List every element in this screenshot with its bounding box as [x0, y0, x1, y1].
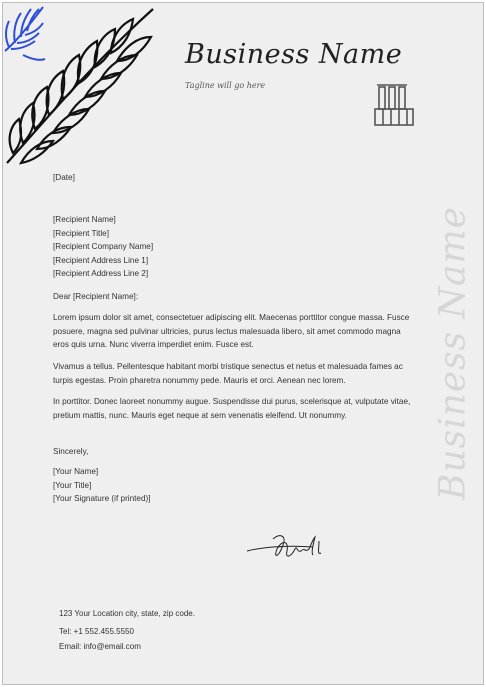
tagline: Tagline will go here: [185, 81, 266, 90]
signature-image: [243, 529, 333, 569]
recipient-company: [Recipient Company Name]: [53, 242, 154, 251]
footer-address: 123 Your Location city, state, zip code.: [59, 609, 195, 618]
letter-date: [Date]: [53, 173, 75, 182]
recipient-address-2: [Recipient Address Line 2]: [53, 269, 149, 278]
business-name-watermark: Business Name: [432, 206, 474, 500]
recipient-block: [53, 213, 153, 281]
body-paragraph: Lorem ipsum dolor sit amet, consectetuer adipiscing elit. Maecenas porttitor congue massa. Fusce posuere, magna sed pulvinar ultricies, purus lectus malesuada libero, sit amet commodo magna eros quis urna. Nunc viverra imperdiet enim. Fusce est.: [53, 313, 410, 349]
signer-block: [53, 465, 151, 506]
factory-icon: [373, 83, 417, 129]
recipient-title: [Recipient Title]: [53, 228, 109, 238]
footer-tel: Tel: +1 552.455.5550: [59, 627, 134, 636]
blue-leaf-icon: [5, 7, 45, 60]
salutation: Dear [Recipient Name]:: [53, 292, 139, 301]
leaf-decoration: [3, 3, 163, 173]
black-leaf-icon: [7, 9, 153, 163]
recipient-address-1: [Recipient Address Line 1]: [53, 255, 149, 265]
body-paragraph: In porttitor. Donec laoreet nonummy augue. Suspendisse dui purus, scelerisque at, vulputate vitae, pretium mattis, nunc. Mauris eget neque at sem venenatis eleifend. Ut nonummy.: [53, 397, 411, 420]
signer-signature-line: [Your Signature (if printed)]: [53, 494, 151, 503]
signer-title: [Your Title]: [53, 480, 92, 490]
body-paragraph: Vivamus a tellus. Pellentesque habitant morbi tristique senectus et netus et malesuada fames ac turpis egestas. Proin pharetra nonummy pede. Mauris et orci. Aenean nec lorem.: [53, 362, 403, 385]
recipient-name: [Recipient Name]: [53, 215, 116, 224]
letterhead-page: [2, 2, 484, 685]
signer-name: [Your Name]: [53, 467, 99, 476]
footer-email: Email: info@email.com: [59, 642, 141, 651]
business-name: Business Name: [185, 39, 403, 70]
closing: Sincerely,: [53, 447, 89, 456]
